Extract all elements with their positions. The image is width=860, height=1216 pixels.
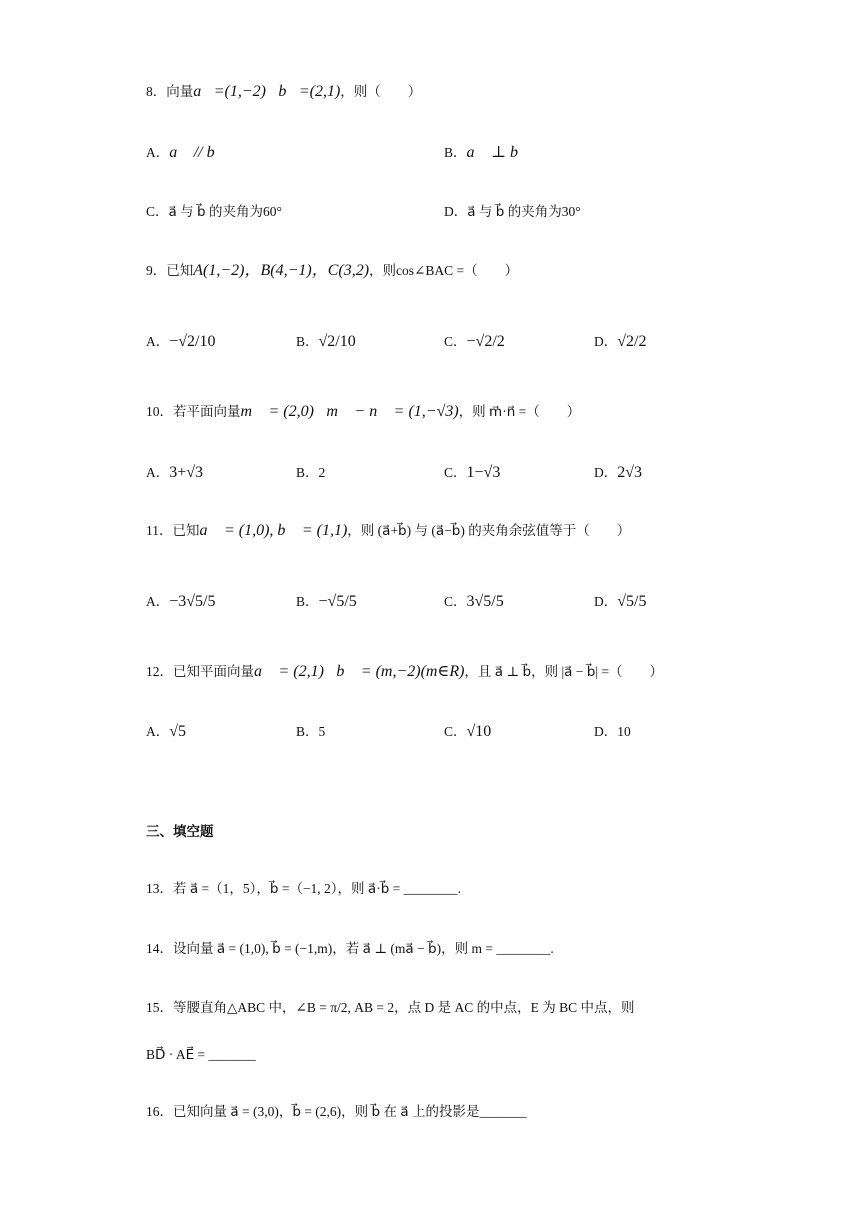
option-label: B． [296,465,319,480]
option-label: B． [296,724,319,739]
option-label: B． [296,594,319,609]
option-expr: 2√3 [617,464,643,481]
option-expr: 5 [318,724,326,739]
option-label: D． [594,465,618,480]
question-11 [146,519,630,543]
question-8-stem: 8．向量 [146,84,194,99]
question-9-expr: A(1,−2)，B(4,−1)，C(3,2) [193,262,370,279]
option-label: C． [146,204,169,219]
option-label: C． [444,334,467,349]
question-9 [146,259,518,283]
q10-option-a[interactable] [146,461,203,485]
q11-option-c[interactable] [444,590,504,614]
q8-option-d[interactable] [444,200,581,224]
question-15-line2: BD⃗ · AE⃗ = _______ [146,1047,256,1062]
q11-option-a[interactable] [146,590,216,614]
q10-option-c[interactable] [444,461,500,485]
option-label: D． [594,334,618,349]
question-12-expr: a⃗ = (2,1)，b⃗ = (m,−2)(m∈R) [254,663,465,680]
q12-option-c[interactable] [444,720,491,744]
question-12 [146,660,663,684]
question-11-stem: 11．已知 [146,523,200,538]
option-label: A． [146,334,170,349]
option-label: A． [146,724,170,739]
option-expr: 3√5/5 [466,593,504,610]
question-12-stem: 12．已知平面向量 [146,664,254,679]
option-label: C． [444,465,467,480]
section-heading: 三、填空题 [146,824,214,840]
option-expr: √5 [169,723,187,740]
option-label: D． [594,594,618,609]
question-11-tail: ，则 (a⃗+b⃗) 与 (a⃗−b⃗) 的夹角余弦值等于（ ） [347,523,631,538]
option-expr: 1−√3 [466,464,501,481]
question-14: 14．设向量 a⃗ = (1,0), b⃗ = (−1,m)，若 a⃗ ⊥ (ma⃗ − b⃗)，则 m = ________. [146,941,554,956]
option-expr: a⃗ 与 b⃗ 的夹角为60° [168,204,282,219]
option-expr: √10 [466,723,492,740]
option-label: C． [444,724,467,739]
option-label: D． [594,724,618,739]
question-13: 13．若 a⃗ =（1，5），b⃗ =（−1, 2），则 a⃗·b⃗ = ________. [146,881,462,896]
option-expr: −√2/2 [466,333,505,350]
question-8 [146,80,421,104]
question-10 [146,400,580,424]
option-expr: 10 [617,724,631,739]
option-label: A． [146,465,170,480]
option-expr: √2/2 [617,333,647,350]
option-label: D． [444,204,468,219]
q11-option-b[interactable] [296,590,357,614]
option-expr: √2/10 [318,333,356,350]
q12-option-b[interactable] [296,720,325,744]
question-10-tail: ，则 m⃗·n⃗ =（ ） [458,404,581,419]
option-label: A． [146,594,170,609]
option-expr: a⃗ // b⃗ [169,144,228,161]
question-9-tail: ，则cos∠BAC =（ ） [369,263,519,278]
q12-option-a[interactable] [146,720,186,744]
q12-option-d[interactable] [594,720,631,744]
question-10-stem: 10．若平面向量 [146,404,241,419]
option-expr: −√2/10 [169,333,216,350]
q10-option-b[interactable] [296,461,325,485]
option-expr: a⃗ ⊥ b⃗ [466,144,531,161]
option-label: C． [444,594,467,609]
question-8-expr: a⃗=(1,−2)，b⃗=(2,1) [193,83,341,100]
question-16: 16．已知向量 a⃗ = (3,0)，b⃗ = (2,6)，则 b⃗ 在 a⃗ 上的投影是_______ [146,1104,527,1119]
option-label: A． [146,145,170,160]
q8-option-c[interactable] [146,200,282,224]
option-expr: −√5/5 [318,593,357,610]
option-label: B． [444,145,467,160]
q9-option-c[interactable] [444,330,505,354]
q9-option-b[interactable] [296,330,356,354]
q8-option-b[interactable] [444,141,530,165]
q8-option-a[interactable] [146,141,227,165]
q9-option-a[interactable] [146,330,216,354]
question-12-tail: ，且 a⃗ ⊥ b⃗，则 |a⃗ − b⃗| =（ ） [464,664,664,679]
question-15-line1: 15．等腰直角△ABC 中，∠B = π/2, AB = 2，点 D 是 AC 的中点，E 为 BC 中点，则 [146,1000,635,1015]
option-expr: √5/5 [617,593,647,610]
option-expr: a⃗ 与 b⃗ 的夹角为30° [467,204,581,219]
option-label: B． [296,334,319,349]
q11-option-d[interactable] [594,590,646,614]
question-9-stem: 9．已知 [146,263,194,278]
q9-option-d[interactable] [594,330,646,354]
question-10-expr: m⃗ = (2,0)，m⃗ − n⃗ = (1,−√3) [240,403,459,420]
q10-option-d[interactable] [594,461,642,485]
question-8-tail: ，则（ ） [340,84,422,99]
option-expr: 3+√3 [169,464,204,481]
option-expr: −3√5/5 [169,593,216,610]
option-expr: 2 [318,465,326,480]
question-11-expr: a⃗ = (1,0), b⃗ = (1,1) [199,522,348,539]
